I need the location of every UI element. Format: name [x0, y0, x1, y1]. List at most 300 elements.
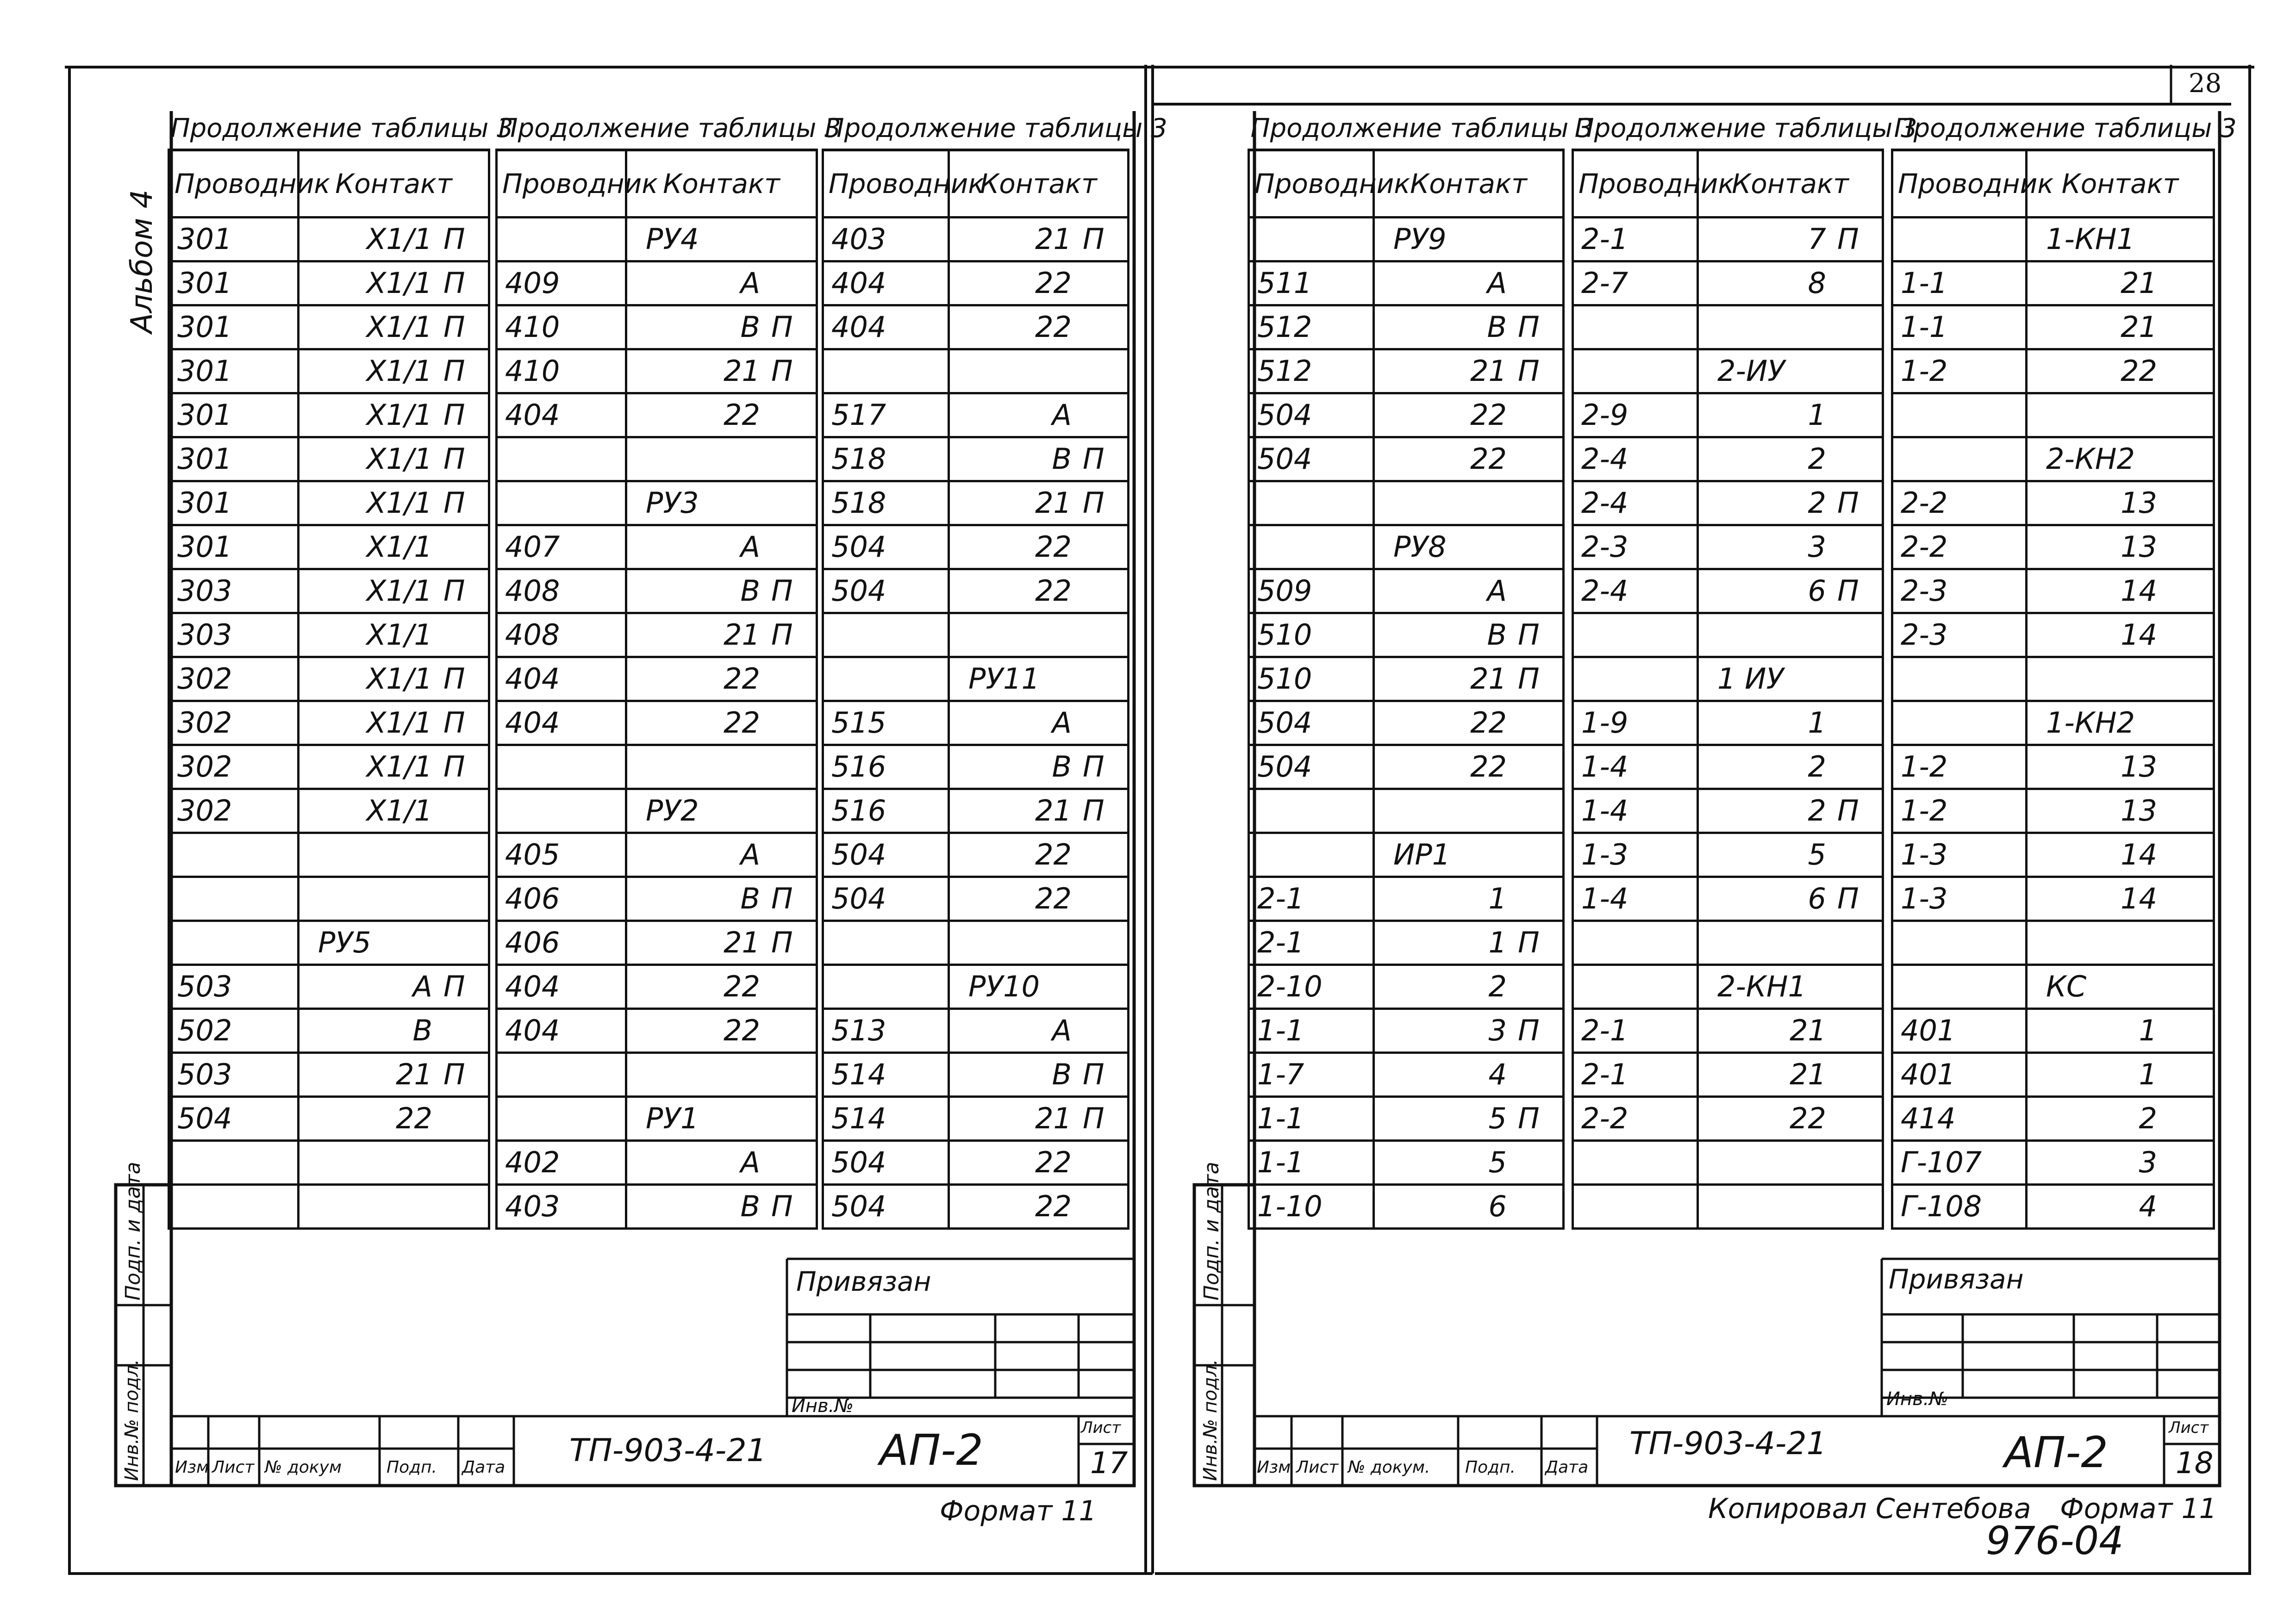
left-table-3	[822, 109, 1167, 1230]
conductor-cell: 302	[169, 789, 299, 833]
contact-cell	[1698, 833, 1883, 877]
table-row	[823, 1009, 1129, 1053]
contact-cell	[2027, 1141, 2214, 1185]
table-row	[497, 218, 817, 261]
conductor-cell: 1-3	[1892, 833, 2027, 877]
contact-value: 21	[1035, 794, 1072, 828]
contact-cell	[2027, 393, 2214, 437]
contact-cell	[626, 1141, 817, 1185]
contact-cell	[2027, 525, 2214, 569]
contact-value: 14	[2121, 574, 2157, 608]
table-row	[1573, 349, 1883, 393]
conductor-cell	[497, 437, 626, 481]
contact-cell	[299, 481, 489, 525]
contact-value: 1-КН2	[2046, 706, 2135, 740]
table-row	[1249, 701, 1564, 745]
table-row	[497, 349, 817, 393]
conductor-cell: 302	[169, 657, 299, 701]
left-side-label-sign-date: Подп. и дата	[121, 1162, 145, 1300]
table-row	[497, 305, 817, 349]
contact-cell	[2027, 1097, 2214, 1141]
contact-cell	[949, 569, 1129, 613]
table-row	[1573, 481, 1883, 525]
conductor-cell: 504	[1249, 701, 1374, 745]
conductor-cell: 405	[497, 833, 626, 877]
contact-mark: П	[443, 398, 465, 432]
contact-cell	[1374, 613, 1564, 657]
contact-mark: П	[1837, 486, 1859, 520]
table-row	[1892, 349, 2214, 393]
table-row	[497, 833, 817, 877]
conductor-cell: 1-1	[1249, 1097, 1374, 1141]
contact-value: 4	[1488, 1058, 1507, 1091]
contact-value: 13	[2121, 750, 2157, 784]
conductor-cell: 303	[169, 613, 299, 657]
table-row	[497, 261, 817, 305]
contact-cell	[299, 877, 489, 921]
contact-cell	[299, 349, 489, 393]
contact-mark: П	[443, 1058, 465, 1091]
table-row	[823, 1141, 1129, 1185]
conductor-cell	[1249, 481, 1374, 525]
contact-value: 1-КН1	[2046, 222, 2135, 256]
conductor-cell	[169, 877, 299, 921]
contact-value: А	[1487, 266, 1507, 300]
contact-value: 13	[2121, 486, 2157, 520]
table-row	[169, 877, 489, 921]
table-row	[497, 921, 817, 965]
contact-value: 2-ИУ	[1717, 354, 1785, 388]
contact-value: 2-КН1	[1717, 970, 1806, 1003]
table-row	[1573, 218, 1883, 261]
contact-mark: П	[1083, 222, 1104, 256]
contact-value: X1/1	[366, 750, 432, 784]
contact-cell	[949, 1097, 1129, 1141]
table-row	[1249, 1009, 1564, 1053]
conductor-cell: 302	[169, 745, 299, 789]
conductor-cell: 303	[169, 569, 299, 613]
table-caption: Продолжение таблицы 3	[823, 109, 1129, 150]
conductor-cell: 2-4	[1573, 437, 1698, 481]
right-stamp-col-list: Лист	[1296, 1458, 1339, 1477]
contact-cell	[2027, 833, 2214, 877]
contact-value: А	[740, 1145, 760, 1179]
conductor-cell: 502	[169, 1009, 299, 1053]
right-table-2	[1572, 109, 1917, 1230]
contact-cell	[1374, 305, 1564, 349]
conductor-cell: 2-2	[1573, 1097, 1698, 1141]
contact-cell	[299, 789, 489, 833]
conductor-cell	[823, 921, 949, 965]
table-row	[1573, 1141, 1883, 1185]
right-list-no: 18	[2176, 1446, 2214, 1481]
contact-value: X1/1	[366, 398, 432, 432]
contact-cell	[299, 1053, 489, 1097]
table-row	[497, 877, 817, 921]
contact-cell	[2027, 261, 2214, 305]
table-row	[1573, 569, 1883, 613]
contact-value: 21	[1470, 354, 1507, 388]
table-row	[1573, 833, 1883, 877]
contact-value: 21	[396, 1058, 432, 1091]
conductor-cell	[1892, 393, 2027, 437]
left-stamp-col-date: Дата	[462, 1458, 505, 1477]
contact-cell	[1698, 789, 1883, 833]
contact-value: В	[412, 1014, 432, 1047]
contact-cell	[949, 1185, 1129, 1229]
table-row	[169, 745, 489, 789]
conductor-cell	[497, 789, 626, 833]
contact-mark: П	[443, 354, 465, 388]
contact-cell	[949, 1009, 1129, 1053]
contact-value: 1 ИУ	[1717, 662, 1784, 696]
contact-value: 22	[1470, 706, 1507, 740]
conductor-cell: 404	[497, 1009, 626, 1053]
contact-cell	[1698, 393, 1883, 437]
table-row	[1249, 1141, 1564, 1185]
contact-cell	[299, 745, 489, 789]
contact-cell	[299, 393, 489, 437]
contact-cell	[299, 569, 489, 613]
conductor-cell	[1573, 1141, 1698, 1185]
table-row	[169, 1009, 489, 1053]
table-row	[1573, 657, 1883, 701]
contact-cell	[949, 789, 1129, 833]
contact-mark: П	[1083, 794, 1104, 828]
contact-value: X1/1	[366, 794, 432, 828]
right-stamp-col-date: Дата	[1545, 1458, 1589, 1477]
contact-value: 1	[2139, 1014, 2157, 1047]
left-list-no: 17	[1090, 1446, 1128, 1481]
conductor-cell: 511	[1249, 261, 1374, 305]
contact-cell	[2027, 613, 2214, 657]
table-row	[169, 921, 489, 965]
table-row	[169, 1097, 489, 1141]
table-row	[497, 1009, 817, 1053]
contact-mark: П	[1083, 442, 1104, 476]
contact-cell	[299, 525, 489, 569]
contact-value: РУ3	[646, 486, 699, 520]
table-row	[1249, 613, 1564, 657]
table-row	[823, 1053, 1129, 1097]
conductor-cell: 1-10	[1249, 1185, 1374, 1229]
conductor-cell: Г-107	[1892, 1141, 2027, 1185]
conductor-cell: 404	[497, 701, 626, 745]
table-row	[1249, 437, 1564, 481]
contact-cell	[1698, 261, 1883, 305]
conductor-header: Проводник	[1892, 150, 2027, 218]
contact-value: 1	[1808, 706, 1826, 740]
table-row	[169, 305, 489, 349]
contact-value: А	[1052, 1014, 1072, 1047]
table-row	[497, 393, 817, 437]
contact-value: В	[740, 1189, 760, 1223]
conductor-cell: 1-2	[1892, 789, 2027, 833]
contact-cell	[299, 1185, 489, 1229]
contact-value: РУ2	[646, 794, 699, 828]
contact-value: 5	[1808, 838, 1826, 871]
contact-cell	[626, 1185, 817, 1229]
table-row	[1573, 1185, 1883, 1229]
contact-cell	[1698, 657, 1883, 701]
contact-value: 5	[1488, 1101, 1507, 1135]
contact-cell	[949, 393, 1129, 437]
conductor-cell: 2-3	[1573, 525, 1698, 569]
table-row	[1892, 525, 2214, 569]
contact-cell	[1374, 745, 1564, 789]
contact-value: 21	[1790, 1058, 1826, 1091]
contact-cell	[949, 261, 1129, 305]
table-row	[497, 569, 817, 613]
conductor-cell: 301	[169, 437, 299, 481]
contact-mark: П	[771, 618, 793, 652]
contact-cell	[1698, 569, 1883, 613]
conductor-cell: 512	[1249, 305, 1374, 349]
contact-value: А	[1487, 574, 1507, 608]
table-row	[497, 481, 817, 525]
conductor-cell: 1-9	[1573, 701, 1698, 745]
contact-cell	[1698, 305, 1883, 349]
right-side-label-sign-date: Подп. и дата	[1200, 1162, 1223, 1300]
conductor-cell: 402	[497, 1141, 626, 1185]
contact-cell	[1374, 218, 1564, 261]
contact-cell	[949, 921, 1129, 965]
right-table-1	[1248, 109, 1593, 1230]
contact-cell	[1374, 833, 1564, 877]
contact-value: 22	[1035, 882, 1072, 915]
contact-cell	[626, 965, 817, 1009]
contact-value: А	[1052, 398, 1072, 432]
table-row	[169, 1141, 489, 1185]
conductor-cell: 1-1	[1892, 261, 2027, 305]
table-row	[1573, 1009, 1883, 1053]
contact-mark: П	[443, 442, 465, 476]
table-row	[1249, 657, 1564, 701]
table-row	[169, 701, 489, 745]
table-row	[1573, 965, 1883, 1009]
contact-cell	[299, 701, 489, 745]
table-row	[1249, 393, 1564, 437]
conductor-cell	[497, 1097, 626, 1141]
conductor-cell: 2-4	[1573, 481, 1698, 525]
contact-value: 21	[1035, 1101, 1072, 1135]
contact-cell	[1374, 569, 1564, 613]
conductor-cell	[497, 745, 626, 789]
contact-header: Контакт	[626, 150, 817, 218]
contact-cell	[626, 305, 817, 349]
conductor-cell: 517	[823, 393, 949, 437]
contact-cell	[1374, 965, 1564, 1009]
contact-mark: П	[1518, 662, 1540, 696]
table-row	[1892, 1009, 2214, 1053]
contact-value: X1/1	[366, 442, 432, 476]
contact-cell	[1698, 1185, 1883, 1229]
contact-cell	[1698, 1097, 1883, 1141]
contact-cell	[1698, 1141, 1883, 1185]
contact-cell	[1698, 437, 1883, 481]
right-sheet-code: АП-2	[2004, 1428, 2108, 1477]
contact-cell	[1698, 481, 1883, 525]
right-doc-code: ТП-903-4-21	[1629, 1425, 1827, 1462]
conductor-cell: 503	[169, 1053, 299, 1097]
contact-cell	[2027, 569, 2214, 613]
conductor-cell: 301	[169, 261, 299, 305]
contact-cell	[949, 877, 1129, 921]
contact-cell	[2027, 481, 2214, 525]
contact-header: Контакт	[299, 150, 489, 218]
conductor-cell: 2-1	[1573, 218, 1698, 261]
page-number: 28	[2189, 68, 2222, 99]
conductor-cell: 301	[169, 218, 299, 261]
contact-cell	[1698, 1009, 1883, 1053]
contact-cell	[2027, 877, 2214, 921]
contact-value: 2	[1808, 442, 1826, 476]
contact-cell	[2027, 305, 2214, 349]
contact-cell	[1374, 437, 1564, 481]
right-table-3	[1891, 109, 2237, 1230]
table-row	[1249, 1185, 1564, 1229]
contact-cell	[626, 877, 817, 921]
table-row	[1573, 789, 1883, 833]
conductor-header: Проводник	[1249, 150, 1374, 218]
table-row	[823, 218, 1129, 261]
conductor-cell	[1249, 218, 1374, 261]
table-row	[1892, 745, 2214, 789]
table-row	[169, 965, 489, 1009]
contact-value: 14	[2121, 618, 2157, 652]
table-row	[497, 437, 817, 481]
contact-cell	[626, 1053, 817, 1097]
contact-mark: П	[771, 926, 793, 959]
contact-value: 5	[1488, 1145, 1507, 1179]
left-privyazan: Привязан	[796, 1266, 931, 1297]
conductor-cell: 1-7	[1249, 1053, 1374, 1097]
conductor-cell: 514	[823, 1053, 949, 1097]
table-row	[1892, 789, 2214, 833]
contact-value: 21	[1035, 222, 1072, 256]
right-inv-no: Инв.№	[1886, 1388, 1948, 1410]
contact-value: X1/1	[366, 266, 432, 300]
conductor-cell: 504	[1249, 393, 1374, 437]
contact-mark: П	[1518, 926, 1540, 959]
table-row	[1892, 701, 2214, 745]
contact-cell	[949, 481, 1129, 525]
contact-cell	[949, 218, 1129, 261]
conductor-cell: 301	[169, 393, 299, 437]
contact-mark: П	[443, 266, 465, 300]
contact-value: 2-КН2	[2046, 442, 2135, 476]
table-row	[169, 349, 489, 393]
table-row	[1573, 305, 1883, 349]
contact-mark: П	[1518, 1101, 1540, 1135]
conductor-cell: 1-1	[1249, 1009, 1374, 1053]
contact-cell	[1698, 701, 1883, 745]
contact-value: 22	[396, 1101, 432, 1135]
right-stamp-col-sign: Подп.	[1465, 1458, 1516, 1477]
contact-cell	[949, 437, 1129, 481]
conductor-cell	[169, 833, 299, 877]
table-row	[823, 877, 1129, 921]
contact-mark: П	[771, 574, 793, 608]
table-row	[1573, 261, 1883, 305]
contact-value: 21	[2121, 310, 2157, 344]
conductor-cell: 504	[823, 525, 949, 569]
table-row	[1892, 921, 2214, 965]
contact-cell	[2027, 1009, 2214, 1053]
contact-cell	[299, 1009, 489, 1053]
table-row	[1573, 613, 1883, 657]
conductor-cell: 408	[497, 569, 626, 613]
table-row	[823, 481, 1129, 525]
contact-value: 22	[724, 398, 760, 432]
table-row	[1892, 877, 2214, 921]
album-label: Альбом 4	[125, 189, 159, 333]
table-row	[1249, 261, 1564, 305]
contact-cell	[626, 393, 817, 437]
contact-value: 2	[2139, 1101, 2157, 1135]
table-row	[823, 701, 1129, 745]
contact-value: 22	[1470, 398, 1507, 432]
contact-cell	[949, 525, 1129, 569]
contact-value: В	[740, 574, 760, 608]
conductor-cell	[497, 481, 626, 525]
contact-value: 22	[724, 970, 760, 1003]
conductor-cell: 2-1	[1573, 1053, 1698, 1097]
table-row	[1892, 1141, 2214, 1185]
contact-mark: П	[1083, 1058, 1104, 1091]
table-row	[497, 525, 817, 569]
conductor-cell	[497, 218, 626, 261]
table-row	[169, 613, 489, 657]
conductor-header: Проводник	[497, 150, 626, 218]
left-sheet-code: АП-2	[880, 1425, 983, 1475]
conductor-cell: 2-9	[1573, 393, 1698, 437]
table-row	[1249, 1097, 1564, 1141]
table-row	[169, 833, 489, 877]
contact-cell	[2027, 1185, 2214, 1229]
contact-value: X1/1	[366, 222, 432, 256]
table-row	[823, 393, 1129, 437]
contact-cell	[1698, 745, 1883, 789]
contact-cell	[299, 437, 489, 481]
table-row	[1573, 1097, 1883, 1141]
table-row	[1892, 965, 2214, 1009]
table-row	[1892, 437, 2214, 481]
contact-cell	[1374, 921, 1564, 965]
contact-cell	[2027, 965, 2214, 1009]
conductor-cell	[1892, 218, 2027, 261]
table-row	[1249, 921, 1564, 965]
table-row	[1249, 745, 1564, 789]
contact-mark: П	[443, 574, 465, 608]
contact-cell	[626, 833, 817, 877]
contact-value: X1/1	[366, 706, 432, 740]
contact-cell	[626, 1097, 817, 1141]
contact-cell	[2027, 218, 2214, 261]
table-row	[1892, 613, 2214, 657]
right-privyazan: Привязан	[1889, 1263, 2024, 1295]
conductor-cell: 2-2	[1892, 525, 2027, 569]
table-row	[1573, 701, 1883, 745]
conductor-cell	[1573, 613, 1698, 657]
contact-value: 6	[1808, 882, 1826, 915]
contact-mark: П	[1518, 1014, 1540, 1047]
conductor-cell: 404	[823, 305, 949, 349]
conductor-cell: 414	[1892, 1097, 2027, 1141]
table-row	[1249, 349, 1564, 393]
contact-mark: П	[1518, 354, 1540, 388]
conductor-cell	[823, 965, 949, 1009]
